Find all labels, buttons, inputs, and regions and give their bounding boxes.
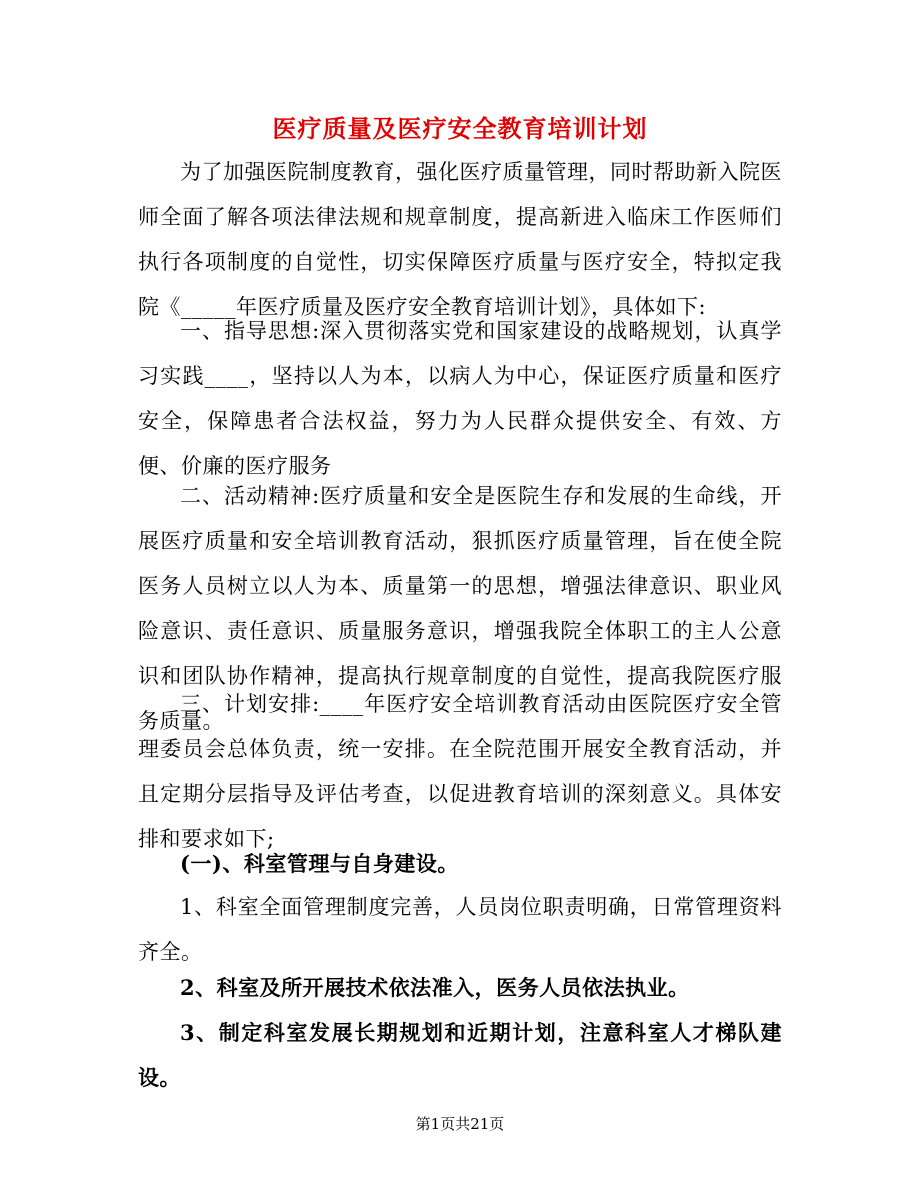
document-title: 医疗质量及医疗安全教育培训计划 (272, 114, 648, 143)
plan-arrangement-paragraph: 三、计划安排:____年医疗安全培训教育活动由医院医疗安全管理委员会总体负责，统一安排。在全院范围开展安全教育活动，并且定期分层指导及评估考查，以促进教育培训的深刻意义。具体安排和要求如下; (138, 692, 782, 851)
intro-paragraph: 为了加强医院制度教育，强化医疗质量管理，同时帮助新入院医师全面了解各项法律法规和规章制度，提高新进入临床工作医师们执行各项制度的自觉性，切实保障医疗质量与医疗安全，特拟定我院《_____年医疗质量及医疗安全教育培训计划》，具体如下: (138, 160, 782, 319)
activity-spirit-paragraph: 二、活动精神:医疗质量和安全是医院生存和发展的生命线，开展医疗质量和安全培训教育活动，狠抓医疗质量管理，旨在使全院医务人员树立以人为本、质量第一的思想，增强法律意识、职业风险意识、责任意识、质量服务意识，增强我院全体职工的主人公意识和团队协作精神，提高执行规章制度的自觉性，提高我院医疗服务质量。 (138, 484, 782, 733)
page-number-footer: 第1页共21页 (415, 1115, 505, 1133)
list-item-1: 1、科室全面管理制度完善，人员岗位职责明确，日常管理资料齐全。 (138, 895, 782, 964)
list-item-2: 2、科室及所开展技术依法准入，医务人员依法执业。 (180, 975, 690, 1000)
guiding-thought-paragraph: 一、指导思想:深入贯彻落实党和国家建设的战略规划，认真学习实践____，坚持以人为本，以病人为中心，保证医疗质量和医疗安全，保障患者合法权益，努力为人民群众提供安全、有效、方便、价廉的医疗服务 (138, 319, 782, 478)
section-heading-1: (一)、科室管理与自身建设。 (180, 851, 459, 876)
list-item-3: 3、制定科室发展长期规划和近期计划，注意科室人才梯队建设。 (138, 1020, 782, 1090)
